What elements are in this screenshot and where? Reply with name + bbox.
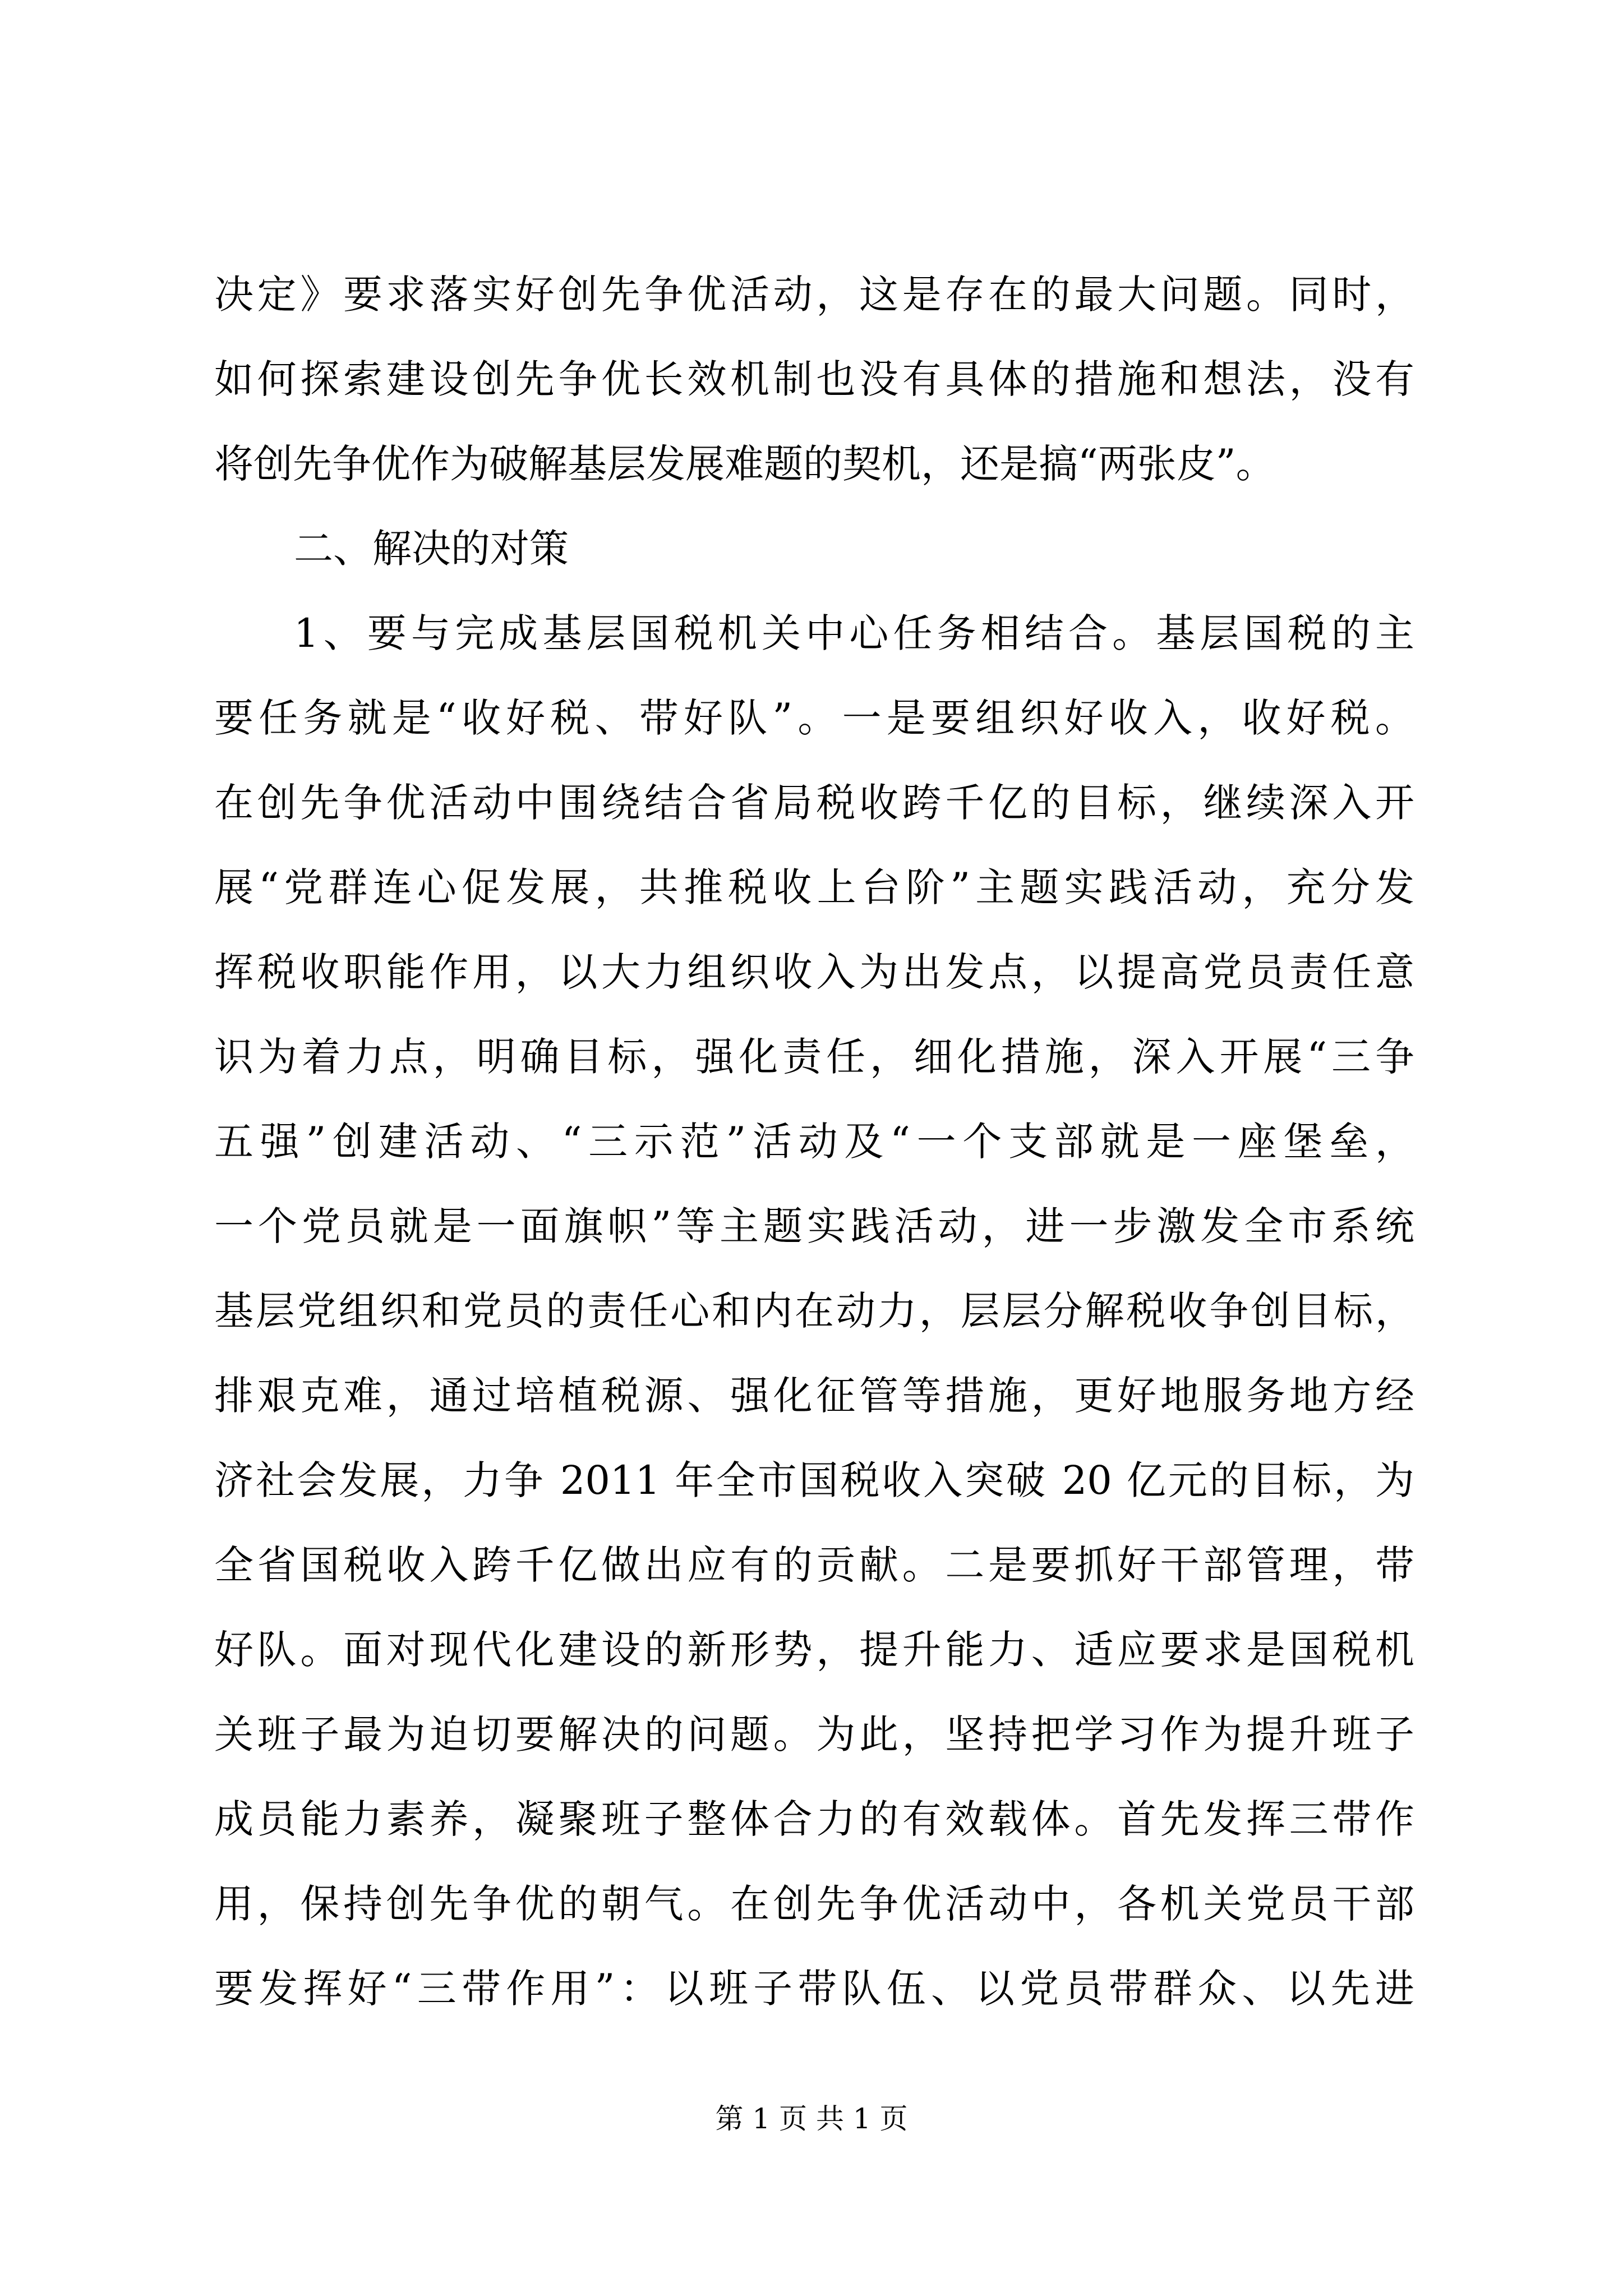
text-line: 基层党组织和党员的责任心和内在动力，层层分解税收争创目标， bbox=[214, 1288, 1414, 1334]
text-line: 好队。面对现代化建设的新形势，提升能力、适应要求是国税机 bbox=[214, 1627, 1414, 1673]
text-line: 排艰克难，通过培植税源、强化征管等措施，更好地服务地方经 bbox=[214, 1373, 1414, 1419]
section-heading: 二、解决的对策 bbox=[294, 526, 569, 572]
text-line: 关班子最为迫切要解决的问题。为此，坚持把学习作为提升班子 bbox=[214, 1711, 1414, 1757]
text-line: 五强”创建活动、“三示范”活动及“一个支部就是一座堡垒， bbox=[214, 1119, 1414, 1165]
text-line: 决定》要求落实好创先争优活动，这是存在的最大问题。同时， bbox=[214, 272, 1414, 318]
text-line: 1、要与完成基层国税机关中心任务相结合。基层国税的主 bbox=[294, 610, 1414, 656]
text-line: 挥税收职能作用，以大力组织收入为出发点，以提高党员责任意 bbox=[214, 949, 1414, 995]
page-number-footer: 第 1 页 共 1 页 bbox=[715, 2102, 908, 2135]
text-line: 要任务就是“收好税、带好队”。一是要组织好收入，收好税。 bbox=[214, 695, 1414, 741]
text-line: 在创先争优活动中围绕结合省局税收跨千亿的目标，继续深入开 bbox=[214, 780, 1414, 826]
text-line: 识为着力点，明确目标，强化责任，细化措施，深入开展“三争 bbox=[214, 1034, 1414, 1080]
text-line: 要发挥好“三带作用”：以班子带队伍、以党员带群众、以先进 bbox=[214, 1966, 1414, 2012]
text-line: 将创先争优作为破解基层发展难题的契机，还是搞“两张皮”。 bbox=[214, 441, 1275, 487]
text-line: 一个党员就是一面旗帜”等主题实践活动，进一步激发全市系统 bbox=[214, 1203, 1414, 1249]
text-line: 成员能力素养，凝聚班子整体合力的有效载体。首先发挥三带作 bbox=[214, 1796, 1414, 1842]
document-body bbox=[214, 252, 1414, 2031]
text-line: 全省国税收入跨千亿做出应有的贡献。二是要抓好干部管理，带 bbox=[214, 1542, 1414, 1588]
text-line: 展“党群连心促发展，共推税收上台阶”主题实践活动，充分发 bbox=[214, 864, 1414, 910]
text-line: 用，保持创先争优的朝气。在创先争优活动中，各机关党员干部 bbox=[214, 1881, 1414, 1927]
text-line: 如何探索建设创先争优长效机制也没有具体的措施和想法，没有 bbox=[214, 356, 1414, 402]
text-line: 济社会发展，力争 2011 年全市国税收入突破 20 亿元的目标，为 bbox=[214, 1457, 1414, 1503]
